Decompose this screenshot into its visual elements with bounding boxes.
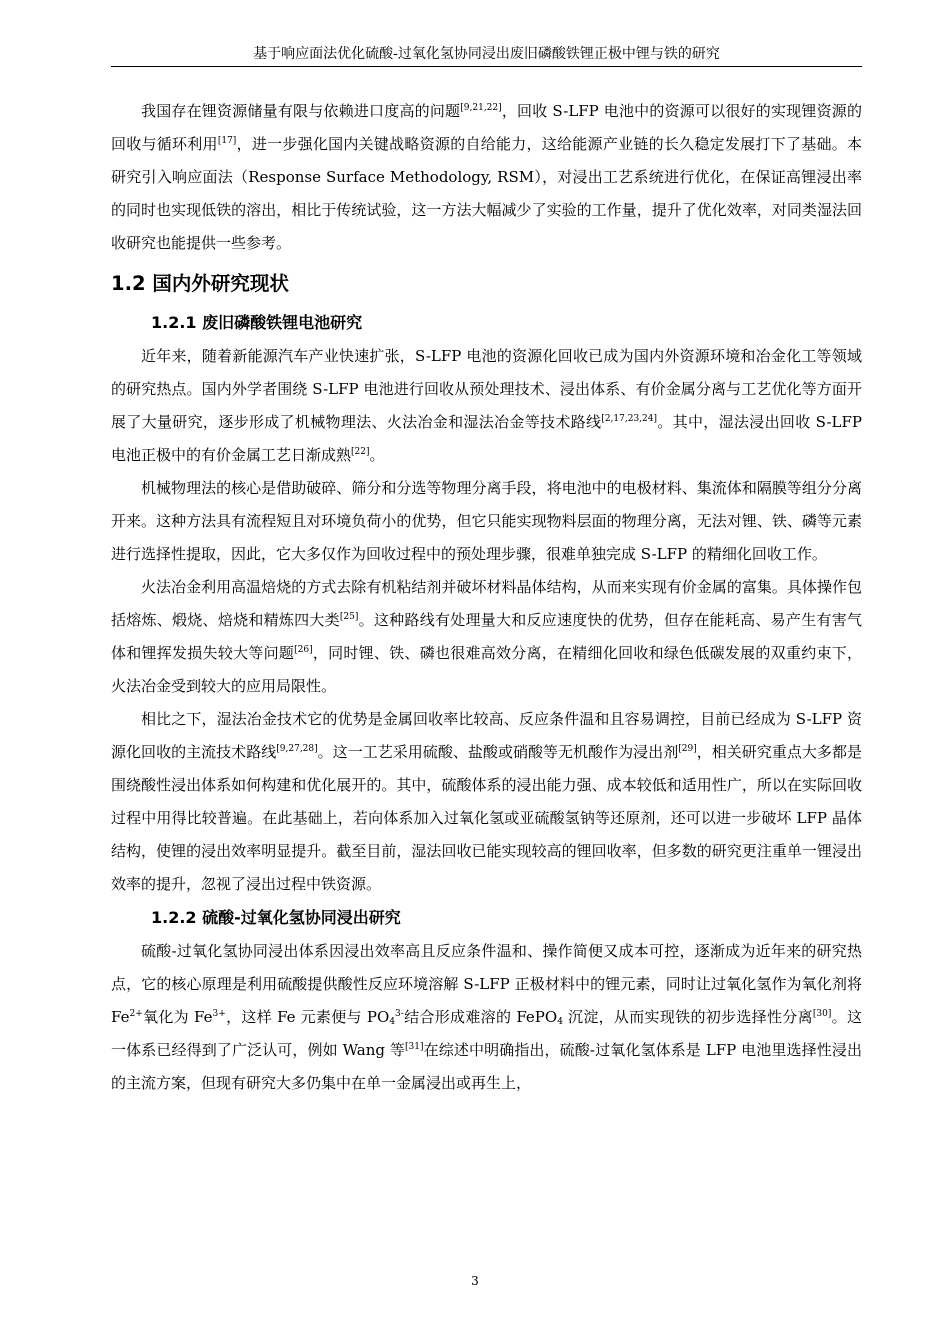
citation: [30]	[812, 1009, 832, 1019]
citation: [22]	[351, 447, 370, 457]
body-paragraph: 近年来，随着新能源汽车产业快速扩张，S-LFP 电池的资源化回收已成为国内外资源环境和冶金化工等领域的研究热点。国内外学者围绕 S-LFP 电池进行回收从预处理技术、浸出体系、有价金属分离与工艺优化等方面开展了大量研究，逐步形成了机械物理法、火法冶金和湿法冶金等技术路线[2,17,23,24]。其中，湿法浸出回收 S-LFP 电池正极中的有价金属工艺日渐成熟[22]。	[111, 347, 862, 464]
running-header: 基于响应面法优化硫酸-过氧化氢协同浸出废旧磷酸铁锂正极中锂与铁的研究	[253, 46, 720, 62]
subsection-heading: 1.2.2 硫酸-过氧化氢协同浸出研究	[151, 908, 401, 927]
citation: [9,21,22]	[460, 103, 502, 113]
superscript-charge: 3+	[212, 1009, 226, 1019]
citation: [29]	[678, 744, 697, 754]
page-body	[111, 95, 862, 1100]
body-paragraph: 硫酸-过氧化氢协同浸出体系因浸出效率高且反应条件温和、操作简便又成本可控，逐渐成为近年来的研究热点，它的核心原理是利用硫酸提供酸性反应环境溶解 S-LFP 正极材料中的锂元素，同时让过氧化氢作为氧化剂将 $Fe^{2+}$氧化为 $Fe^{3+}$，这样 Fe 元素便与 $PO_4^{3-}$结合形成难溶的 FePO$_4$ 沉淀，从而实现铁的初步选择性分离[30]。这一体系已经得到了广泛认可，例如 Wang 等[31]在综述中明确指出，硫酸-过氧化氢体系是 LFP 电池里选择性浸出的主流方案，但现有研究大多仍集中在单一金属浸出或再生上，	[111, 942, 862, 1092]
citation: [9,27,28]	[276, 744, 318, 754]
citation: [25]	[339, 612, 359, 622]
superscript-charge: 3-	[395, 1009, 404, 1019]
citation: [26]	[294, 645, 313, 655]
page-number: 3	[471, 1274, 479, 1288]
citation: [17]	[217, 136, 237, 146]
subsection-heading: 1.2.1 废旧磷酸铁锂电池研究	[151, 313, 363, 332]
superscript-charge: 2+	[129, 1009, 143, 1019]
body-paragraph: 火法冶金利用高温焙烧的方式去除有机粘结剂并破坏材料晶体结构，从而来实现有价金属的富集。具体操作包括熔炼、煅烧、焙烧和精炼四大类[25]。这种路线有处理量大和反应速度快的优势，但存在能耗高、易产生有害气体和锂挥发损失较大等问题[26]，同时锂、铁、磷也很难高效分离，在精细化回收和绿色低碳发展的双重约束下，火法冶金受到较大的应用局限性。	[111, 578, 862, 695]
subscript: 4	[557, 1017, 563, 1027]
header-rule	[111, 66, 862, 67]
body-paragraph: 相比之下，湿法冶金技术它的优势是金属回收率比较高、反应条件温和且容易调控，目前已经成为 S-LFP 资源化回收的主流技术路线[9,27,28]。这一工艺采用硫酸、盐酸或硝酸等无机酸作为浸出剂[29]，相关研究重点大多都是围绕酸性浸出体系如何构建和优化展开的。其中，硫酸体系的浸出能力强、成本较低和适用性广，所以在实际回收过程中用得比较普遍。在此基础上，若向体系加入过氧化氢或亚硫酸氢钠等还原剂，还可以进一步破坏 LFP 晶体结构，使锂的浸出效率明显提升。截至目前，湿法回收已能实现较高的锂回收率，但多数的研究更注重单一锂浸出效率的提升，忽视了浸出过程中铁资源。	[111, 710, 862, 893]
subscript: 4	[389, 1017, 396, 1027]
body-paragraph: 机械物理法的核心是借助破碎、筛分和分选等物理分离手段，将电池中的电极材料、集流体和隔膜等组分分离开来。这种方法具有流程短且对环境负荷小的优势，但它只能实现物料层面的物理分离，无法对锂、铁、磷等元素进行选择性提取，因此，它大多仅作为回收过程中的预处理步骤，很难单独完成 S-LFP 的精细化回收工作。	[111, 479, 862, 563]
intro-paragraph: 我国存在锂资源储量有限与依赖进口度高的问题[9,21,22]，回收 S-LFP 电池中的资源可以很好的实现锂资源的回收与循环利用[17]，进一步强化国内关键战略资源的自给能力，这给能源产业链的长久稳定发展打下了基础。本研究引入响应面法（Response Surface Methodology, RSM），对浸出工艺系统进行优化，在保证高锂浸出率的同时也实现低铁的溶出，相比于传统试验，这一方法大幅减少了实验的工作量，提升了优化效率，对同类湿法回收研究也能提供一些参考。	[111, 102, 862, 252]
citation: [2,17,23,24]	[601, 414, 657, 424]
citation: [31]	[405, 1042, 424, 1052]
section-heading: 1.2 国内外研究现状	[111, 272, 289, 295]
